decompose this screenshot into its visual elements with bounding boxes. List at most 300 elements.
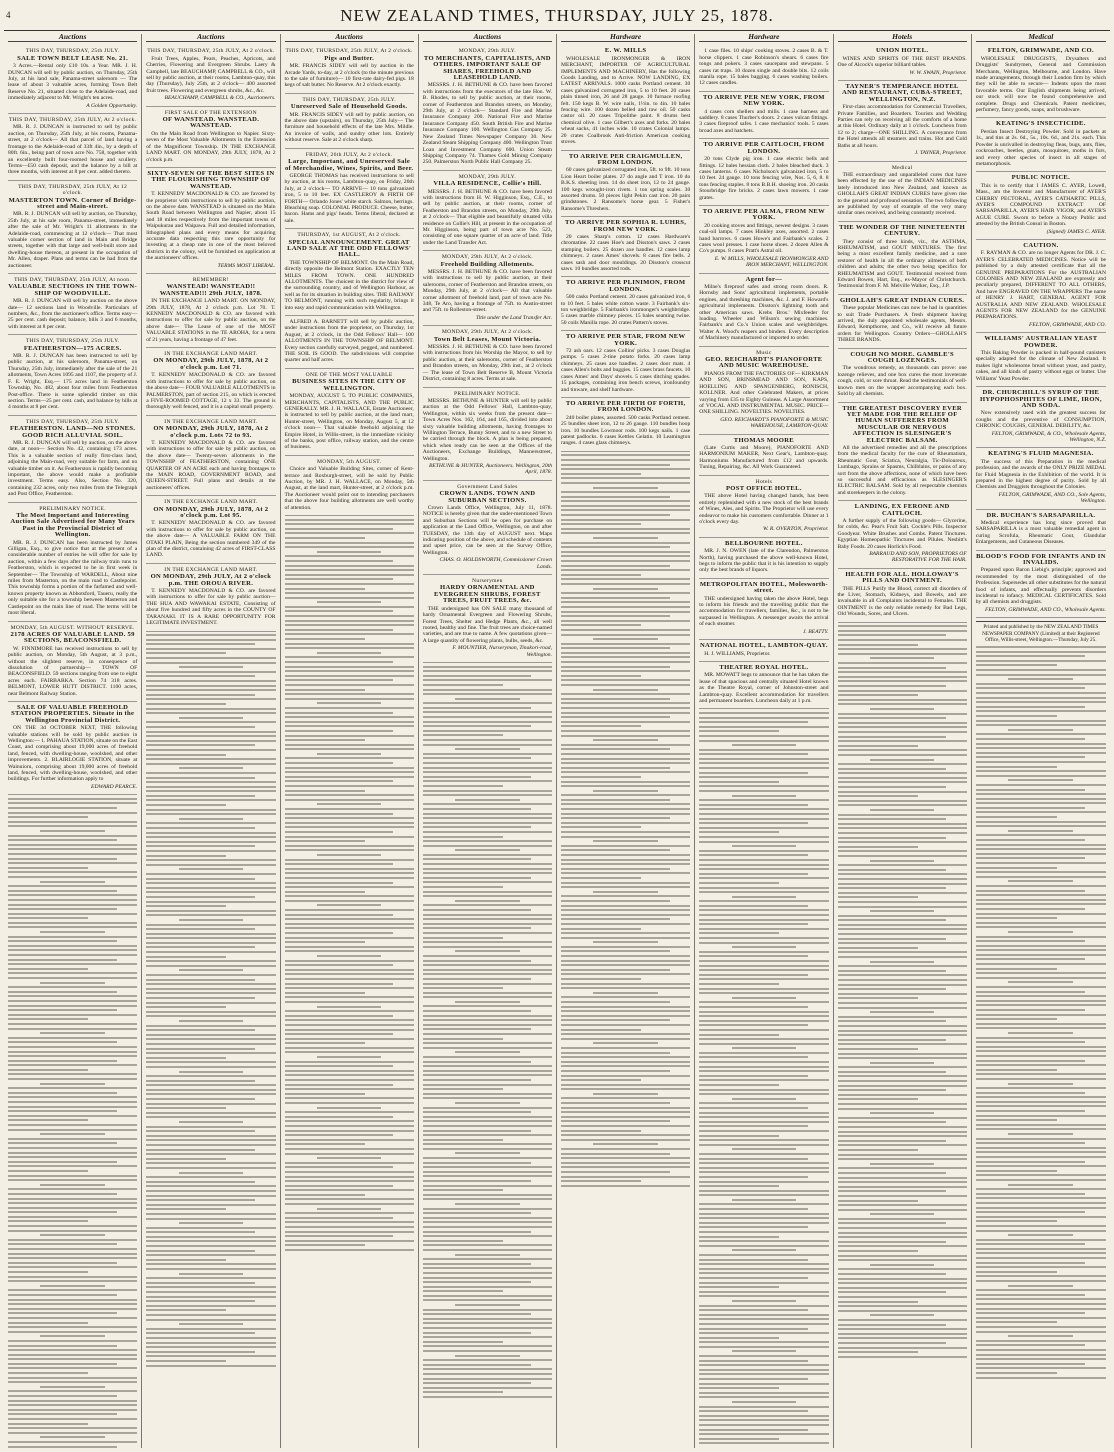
text-line (8, 1142, 117, 1144)
text-line (561, 578, 690, 580)
text-line (699, 831, 779, 833)
text-line (8, 1202, 137, 1204)
advertisement (146, 416, 275, 496)
text-line (423, 1263, 532, 1265)
text-line (699, 753, 808, 755)
text-line (8, 922, 137, 924)
text-line (8, 1418, 137, 1420)
text-line (8, 1317, 137, 1319)
text-line (561, 707, 690, 709)
text-line (976, 1124, 1106, 1126)
text-line (146, 763, 275, 765)
text-line (699, 864, 828, 866)
text-line (699, 1107, 808, 1109)
text-line (838, 832, 967, 834)
text-line (976, 839, 1085, 841)
text-line (593, 790, 658, 792)
text-line (423, 1290, 503, 1292)
text-line (423, 1093, 552, 1095)
ad-body: 20 cooking stoves and fittings, newest designs. 3 cases coal-oil lamps. 7 cases Hinkley axes, assorted. 2 cases hand barrows. 6 cases Howe's and Fairbank's scales. 2 cases wool presses. 1 case horse shoes. 2 dozen Allen & Co's pumps. 8 cases Pratt's Astral oil. (699, 222, 829, 255)
ad-body: 1 case files. 10 ships' cooking stoves. 2 cases B. & T. horse clippers. 1 case Robinson's shears. 6 cases fire tongs and pokers. 3 cases saucepans and stewpans. 5 cases rat traps. 10 dozen single and double bits. 12 coils manila rope. 15 bales bagging. 6 cases washing boilers. 12 cases candles. (699, 48, 829, 87)
ad-title: SIXTY-SEVEN OF THE BEST SITES IN THE FLOURISHING TOWNSHIP OF WANSTEAD. (147, 169, 275, 190)
text-line (179, 1323, 244, 1325)
text-line (146, 1319, 275, 1321)
ad-signature: A Golden Opportunity. (86, 102, 138, 109)
text-line (8, 1294, 117, 1296)
text-line (976, 697, 1106, 699)
text-line (976, 1050, 1106, 1052)
text-line (8, 1395, 117, 1397)
text-line (561, 542, 690, 544)
text-line (285, 1097, 414, 1099)
advertisement (976, 45, 1106, 118)
ad-body: MR. FRANCIS SIDEY will sell by public auction, on the above date (upstairs), on Thursday, 25th July— The furniture and household effects of the late Mrs. Mildle. An invoice of walls, and sundry other lots. Entirely without reserve. Sale at 2 o'clock sharp. (284, 111, 414, 144)
ad-title: ON MONDAY, 29th JULY, At 2 o'clock p.m. THE OROUA RIVER. (150, 573, 272, 587)
text-line (561, 1019, 670, 1021)
ad-body: Persian Insect Destroying Powder. Sold in packets at 1s., and tins at 2s. 6d., 5s., 10s. 6d., and 21s. each. This Powder is unrivalled in destroying fleas, bugs, ants, flies, cockroaches, beetles, gnats, mosquitoes, moths in furs, and every other species of insect in all stages of metamorphosis. (975, 128, 1106, 167)
text-line (838, 1126, 967, 1128)
text-line (699, 808, 828, 810)
text-line (423, 895, 552, 897)
text-line (699, 721, 808, 723)
text-line (146, 1038, 275, 1040)
column-heading: Auctions (285, 34, 414, 42)
text-line (8, 1400, 137, 1402)
ad-title: MASTERTON TOWN. Corner of Bridge-street and Main-street. (8, 196, 137, 210)
text-line (146, 786, 275, 788)
text-line (976, 867, 1057, 869)
text-line (285, 960, 414, 962)
text-line (8, 899, 137, 901)
text-line (285, 886, 414, 888)
text-line (8, 816, 88, 818)
text-line (699, 1066, 828, 1068)
column-heading: Auctions (146, 34, 275, 42)
text-line (976, 1321, 1057, 1323)
text-line (317, 702, 382, 704)
text-line (561, 716, 670, 718)
text-line (285, 679, 394, 681)
text-line (8, 936, 137, 938)
ad-title: VILLA RESIDENCE, Collie's Hill. (433, 180, 542, 188)
text-line (285, 1185, 394, 1187)
text-line (699, 726, 828, 728)
text-line (423, 670, 552, 672)
text-line (699, 1171, 828, 1173)
text-line (838, 1181, 967, 1183)
text-line (561, 514, 670, 516)
text-line (455, 849, 520, 851)
text-line (179, 1172, 244, 1174)
text-line (8, 1239, 137, 1241)
ad-date: THIS DAY, THURSDAY, 25th JULY. (25, 418, 120, 425)
text-line (976, 972, 1106, 974)
ad-title: UNION HOTEL. (875, 47, 929, 55)
text-line (732, 1047, 797, 1049)
text-line (146, 1185, 275, 1187)
text-line (285, 716, 414, 718)
text-line (561, 693, 690, 695)
ad-title: BELLBOURNE HOTEL. (725, 539, 803, 547)
text-line (838, 634, 947, 636)
text-line (699, 1125, 808, 1127)
text-line (732, 1199, 797, 1201)
text-line (838, 1167, 967, 1169)
text-line (146, 1227, 275, 1229)
advertisement (423, 388, 552, 481)
text-line (8, 848, 137, 850)
text-line (285, 712, 394, 714)
ad-signature: FELTON, GRIMWADE, & CO., Wholesale Agents, Wellington, N.Z. (991, 430, 1106, 443)
ad-title: 2178 ACRES OF VALUABLE LAND. 59 SECTIONS, BEACONSFIELD. (10, 630, 135, 645)
ad-date: ONE OF THE MOST VALUABLE (305, 371, 393, 378)
ad-title: TO ARRIVE PER CAITLOCH, FROM LONDON. (703, 141, 825, 155)
text-line (699, 1034, 779, 1036)
text-line (699, 1314, 828, 1316)
text-line (838, 997, 918, 999)
ad-title: TO ARRIVE PER SOPHIA R. LUHRS, FROM NEW YORK. (565, 219, 687, 233)
text-line (838, 1098, 918, 1100)
text-line (838, 1310, 967, 1312)
text-line (699, 772, 808, 774)
text-line (285, 914, 394, 916)
text-line (423, 932, 552, 934)
text-line (285, 578, 394, 580)
text-line (838, 837, 947, 839)
text-line (423, 1061, 532, 1063)
ad-body: T. KENNEDY MACDONALD & CO. are favored by the proprietor with instructions to sell by public auction, on the above date. WANSTEAD is situated on the Main South Road between Wellington and Napier, about 15 and 18 miles respectively from the important towns of Waipukurau and Waipawa. Full and detailed information, lithographed plans and every means for acquiring accurate data respecting this rare opportunity for investing at a cheap rate in one of the most beloved districts in the colony, will be furnished on application at the auctioneers' offices. (146, 191, 276, 262)
ad-body: MESSRS. J. H. BETHUNE & CO. have been favored with instructions from H. W. Higginson, Esq., C.E., to sell by public auction, at their rooms, corner of Featherston and Brandon streets, on Monday, 29th July, at 2 o'clock— That eligible and beautifully situated villa residence on Collie's Hill, at present in the occupation of Mr. Higginson, being part of town acre No. 523, consisting of one square quarter of an acre of land. Title under the Land Transfer Act. (422, 188, 552, 246)
ad-title: CAUTION. (1023, 241, 1059, 249)
text-line (561, 496, 670, 498)
advertisement (146, 496, 275, 564)
text-line (146, 937, 275, 939)
text-line (285, 1221, 414, 1223)
text-line (146, 1259, 226, 1261)
text-line (146, 997, 255, 999)
advertisement (285, 316, 414, 369)
text-line (8, 1331, 137, 1333)
text-line (976, 1147, 1106, 1149)
text-line (838, 850, 967, 852)
text-line (838, 800, 967, 802)
text-line (838, 740, 967, 742)
text-line (8, 871, 137, 873)
ad-signature: FELTON, GRIMWADE, AND CO., Wholesale Agents. (985, 606, 1106, 613)
text-line (976, 908, 1085, 910)
ad-body: 20 cases Sharp's cotton. 12 cases Hardware's chromatine. 22 cases Hoe's and Disston's saws. 2 cases stamping boilers. 25 dozen axe handles. 12 cases lamp chimneys. 2 cases Ames' shovels. 8 cases fire bells. 2 cases sash and door mouldings. 20 Disston's crosscut saws. 10 bundles assorted rods. (561, 233, 691, 272)
text-line (870, 1213, 935, 1215)
text-line (146, 662, 275, 664)
text-line (1008, 931, 1073, 933)
text-line (285, 574, 414, 576)
ad-signature: EDWARD PEARCE. (91, 783, 138, 790)
text-line (8, 1299, 137, 1301)
text-line (561, 799, 670, 801)
text-line (699, 891, 828, 893)
text-line (561, 1052, 670, 1054)
text-line (146, 1025, 275, 1027)
text-line (285, 978, 414, 980)
text-line (699, 965, 828, 967)
text-line (699, 1438, 779, 1440)
advertisement (146, 274, 275, 348)
text-line (423, 1171, 552, 1173)
text-line (838, 1085, 967, 1087)
ad-body: Choice and Valuable Building Sites, corner of Kent-terrace and Roxburgh-street, will be sold by Public Auction, by MR. J. H. WALLACE, on Monday, 5th August, at the land mart, Hunter-street, at 2 o'clock p.m. The Auctioneer would point out to intending purchasers that the above four building allotments are well worthy of attention. (284, 466, 414, 511)
text-line (423, 826, 532, 828)
text-line (838, 947, 918, 949)
text-line (976, 917, 1057, 919)
text-line (699, 988, 828, 990)
text-line (699, 1020, 828, 1022)
advertisement (8, 335, 137, 415)
text-line (146, 703, 226, 705)
text-line (699, 749, 828, 751)
text-line (285, 946, 414, 948)
text-line (285, 1162, 414, 1164)
text-line (455, 748, 520, 750)
text-line (285, 1240, 414, 1242)
text-line (285, 799, 414, 801)
text-line (146, 1305, 275, 1307)
text-line (146, 850, 275, 852)
text-line (838, 1255, 967, 1257)
text-line (976, 1188, 1106, 1190)
text-line (838, 1053, 967, 1055)
text-line (8, 1354, 137, 1356)
text-line (423, 927, 532, 929)
column-heading: Hotels (838, 34, 967, 42)
text-line (146, 1002, 275, 1004)
text-line (8, 1198, 137, 1200)
text-line (179, 767, 244, 769)
text-line (732, 1148, 797, 1150)
text-line (699, 740, 828, 742)
text-line (285, 900, 414, 902)
text-line (561, 1102, 670, 1104)
text-line (285, 656, 414, 658)
text-line (146, 1296, 275, 1298)
ad-body: 4 cases corn shellers and mills. 1 case harness and saddlery. 8 cases Thurber's doors. 2 cases vulcan fittings. 3 cases fireproof safes. 1 case mechanics' tools. 5 cases broad axes and hatchets. (699, 108, 829, 134)
text-line (699, 785, 828, 787)
text-line (561, 519, 690, 521)
text-line (838, 722, 967, 724)
text-line (561, 583, 690, 585)
text-line (699, 1158, 808, 1160)
text-line (8, 802, 137, 804)
text-line (838, 841, 967, 843)
text-line (699, 712, 828, 714)
text-line (699, 1378, 808, 1380)
text-line (285, 744, 414, 746)
ad-body: 72 ash oars. 12 cases Collins' picks. 3 cases Douglas pumps. 5 cases 2-tine potato forks. 20 cases lamp chimneys. 25 cases axe handles. 2 cases door mats. 4 cases Allen's bolts and buggies. 15 cases brass faucets. 10 cases Ames' and Days' shovels. 5 cases ditching spades. 15 packages, containing iron bench screws, ironfoundry and tinware, and shelf hardware. (561, 348, 691, 393)
text-line (8, 1367, 137, 1369)
text-line (40, 1285, 105, 1287)
text-line (976, 1009, 1085, 1011)
text-line (561, 1120, 670, 1122)
text-line (285, 546, 414, 548)
text-line (179, 1273, 244, 1275)
ad-body: F. RAYMAN & CO. are no longer Agents for DR. J. C. AYER'S CELEBRATED MEDICINES. Notice will be published by a duly attested certificate that all the GENUINE PREPARATIONS For the AUSTRALIAN COLONIES AND NEW ZEALAND are expressly and peculiarly prepared, DIFFERENT TO ALL OTHERS, And have ENGRAVED ON THE WRAPPERS The name of HENRY J. HART, GENERAL AGENT FOR AUSTRALIA AND NEW ZEALAND. WHOLESALE AGENTS FOR NEW ZEALAND for the GENUINE PREPARATIONS. (975, 250, 1106, 321)
text-line (285, 1198, 414, 1200)
text-line (285, 1051, 414, 1053)
text-line (8, 1028, 137, 1030)
text-line (838, 1177, 967, 1179)
advertisement (699, 92, 828, 139)
text-line (285, 983, 394, 985)
column-1 (4, 34, 142, 1448)
text-line (8, 867, 88, 869)
text-line (423, 1130, 532, 1132)
text-line (838, 814, 967, 816)
text-line (423, 1019, 552, 1021)
ad-signature: J. BEATTY. (802, 628, 829, 635)
text-line (561, 684, 690, 686)
text-line (146, 671, 275, 673)
text-line (423, 891, 552, 893)
advertisement (699, 662, 828, 709)
ad-signature: BARRAUD AND SON, PROPRIETORS OF RESTORATIVE FOR THE HAIR. (869, 551, 967, 564)
text-line (285, 1042, 365, 1044)
ad-date: MONDAY, 5th AUGUST. WITHOUT RESERVE. (10, 624, 135, 631)
text-line (146, 905, 226, 907)
text-line (976, 1349, 1106, 1351)
text-line (423, 757, 532, 759)
text-line (423, 817, 552, 819)
text-line (976, 789, 1085, 791)
text-line (285, 891, 365, 893)
text-line (561, 574, 641, 576)
text-line (8, 1345, 117, 1347)
text-line (838, 878, 967, 880)
text-line (285, 868, 414, 870)
text-line (146, 960, 275, 962)
text-line (8, 1230, 137, 1232)
text-line (285, 707, 414, 709)
text-line (285, 937, 414, 939)
text-line (146, 979, 255, 981)
text-line (423, 1107, 552, 1109)
text-line (976, 1317, 1106, 1319)
text-line (838, 1356, 967, 1358)
text-line (976, 1220, 1057, 1222)
text-line (838, 864, 967, 866)
column-heading: Hardware (699, 34, 828, 42)
text-line (593, 689, 658, 691)
text-line (699, 873, 808, 875)
text-line (146, 1029, 255, 1031)
text-line (699, 909, 828, 911)
ad-date: IN THE EXCHANGE LAND MART. (164, 566, 258, 573)
text-line (976, 1055, 1106, 1057)
text-line (699, 1332, 828, 1334)
text-line (699, 767, 828, 769)
text-line (976, 1018, 1057, 1020)
text-line (8, 1289, 137, 1291)
text-line (455, 1001, 520, 1003)
text-line (146, 643, 255, 645)
text-line (976, 1275, 1106, 1277)
ad-body: GEORGE THOMAS has received instructions to sell by auction, at his rooms, Lambton-quay, on Friday, 26th July, at 2 o'clock— TO ARRIVE— 10 tons galvanized iron, 5 to 10 feet. EX CASTLEROY & FIRTH OF FORTH— Orlando Jones' white starch. Salmon, herrings. Bleaching soap. COLONIAL PRODUCE. Cheese, butter, bacon. Hams and pigs' heads. Terms liberal, declared at sale. (284, 172, 414, 224)
text-line (285, 670, 414, 672)
text-line (146, 1204, 275, 1206)
text-line (976, 862, 1106, 864)
text-line (146, 1236, 275, 1238)
text-line (976, 770, 1106, 772)
text-line (146, 992, 275, 994)
text-line (561, 767, 670, 769)
text-line (976, 1069, 1057, 1071)
text-line (561, 1148, 690, 1150)
text-line (561, 1134, 690, 1136)
text-line (455, 1152, 520, 1154)
text-line (699, 827, 828, 829)
text-line (699, 1341, 828, 1343)
advertisement (561, 277, 690, 331)
text-line (561, 964, 690, 966)
text-line (285, 1038, 414, 1040)
text-line (423, 1065, 552, 1067)
text-line (699, 1217, 828, 1219)
text-line (976, 821, 1106, 823)
text-line (8, 963, 137, 965)
ad-title: DR. CHURCHILL'S SYRUP OF THE HYPOPHOSPHITES OF LIME, IRON, AND SODA. (979, 389, 1102, 409)
text-line (317, 904, 382, 906)
text-line (146, 813, 275, 815)
text-line (699, 1410, 808, 1412)
text-line (1008, 1083, 1073, 1085)
text-line (423, 973, 552, 975)
text-line (146, 1195, 275, 1197)
text-line (561, 932, 690, 934)
text-line (838, 1108, 967, 1110)
text-line (8, 1423, 88, 1425)
ad-body: PIANOS FROM THE FACTORIES OF— KIRKMAN AND SON, BRINSMEAD AND SON, KAPS, HOELLING AND SPANGENBERG, RONISCH, KOLLNER. And other Celebrated Makers, at prices varying from £35 to Eighty Guineas. A Large Assortment of VOCAL AND INSTRUMENTAL MUSIC. PRICE—ONE SHILLING. NOVELTIES. NOVELTIES. (699, 370, 829, 416)
text-line (8, 1193, 117, 1195)
ad-body: 20 tons Clyde pig iron. 1 case electric bells and fittings. 12 bales hessian cloth. 2 bales bleached duck. 3 cases lanterns. 6 cases Nicholson's galvanized iron, 5 to 10 feet. 24 gauge. 10 tons fencing wire, Nos. 5, 6, 8. 8 tons fencing staples. 8 tons B.B.H. shoeing iron. 20 casks Stourbridge fire bricks. 2 cases lawn mowers. 1 case grates. (699, 156, 829, 201)
text-line (423, 1208, 552, 1210)
text-line (285, 987, 414, 989)
text-line (561, 983, 690, 985)
text-line (285, 849, 414, 851)
text-line (146, 1158, 226, 1160)
text-line (561, 1116, 690, 1118)
advertisement (838, 403, 967, 502)
text-line (40, 1184, 105, 1186)
text-line (285, 1171, 414, 1173)
text-line (423, 1042, 552, 1044)
ad-body: The wondrous remedy, as thousands can prove: one lozenge relieves, and one box cures the most inveterate cough, cold, or sore throat. Read the testimonials of well-known men on the wrapper accompanying each box. Sold by all chemists. (837, 365, 967, 398)
text-line (423, 679, 552, 681)
text-line (561, 670, 690, 672)
text-line (146, 740, 275, 742)
ad-signature: (Signed) JAMES C. AYER. (1046, 228, 1106, 235)
text-line (838, 924, 967, 926)
text-line (699, 1387, 779, 1389)
text-line (8, 1446, 117, 1448)
text-line (838, 1080, 967, 1082)
ad-title: TO ARRIVE PER NEW YORK, FROM NEW YORK. (702, 93, 825, 108)
text-line (285, 822, 414, 824)
text-line (423, 753, 552, 755)
text-line (285, 1166, 394, 1168)
ad-title: SALE OF VALUABLE FREEHOLD STATION PROPERTIES. Situate in the Wellington Provincial District. (11, 703, 135, 724)
text-line (285, 666, 414, 668)
text-line (423, 1166, 552, 1168)
text-line (1008, 1335, 1073, 1337)
text-line (699, 1240, 828, 1242)
